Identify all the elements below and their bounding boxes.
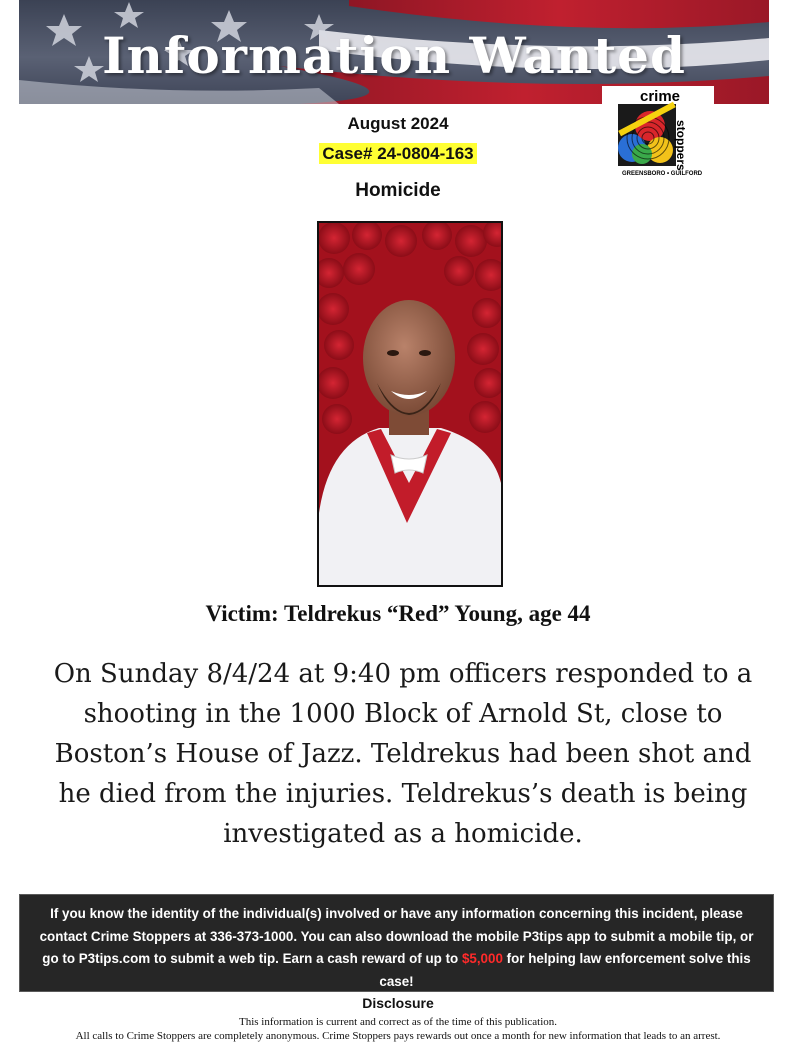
banner-title: Information Wanted <box>102 26 686 85</box>
disclosure-title: Disclosure <box>362 995 434 1011</box>
case-number-row <box>0 144 796 164</box>
case-number: Case# 24-0804-163 <box>319 143 476 164</box>
tip-text-end: for helping law enforcement solve this case! <box>379 951 751 989</box>
victim-caption: Victim: Teldrekus “Red” Young, age 44 <box>205 601 591 626</box>
crime-stoppers-logo <box>602 86 714 182</box>
disclosure-line-2: All calls to Crime Stoppers are completely anonymous. Crime Stoppers pays rewards out once a month for new information that leads to an arrest. <box>75 1030 721 1042</box>
bulletin-month: August 2024 <box>347 114 449 133</box>
victim-photo <box>317 221 503 587</box>
crime-type: Homicide <box>355 180 441 201</box>
logo-word-crime: crime <box>640 88 681 105</box>
incident-description: On Sunday 8/4/24 at 9:40 pm officers responded to a shooting in the 1000 Block of Arnold St, close to Boston’s House of Jazz. Teldrekus had been shot and he died from the injuries. Teldrekus’s death is being investigated as a homicide. <box>53 659 753 849</box>
tip-callout <box>19 894 774 992</box>
logo-word-stoppers: stoppers <box>674 120 688 171</box>
victim-portrait-graphic <box>319 223 501 585</box>
tip-text <box>34 903 759 993</box>
tip-text-main: If you know the identity of the individual(s) involved or have any information concerning this incident, please contact Crime Stoppers at 336-373-1000. You can also download the mobile P3tips app to submit a mobile tip, or go to P3tips.com to submit a web tip. Earn a cash reward of up to <box>39 906 754 966</box>
disclosure-line-1: This information is current and correct as of the time of this publication. <box>239 1016 557 1028</box>
logo-city: GREENSBORO • GUILFORD <box>622 171 703 177</box>
reward-amount: $5,000 <box>461 951 503 966</box>
